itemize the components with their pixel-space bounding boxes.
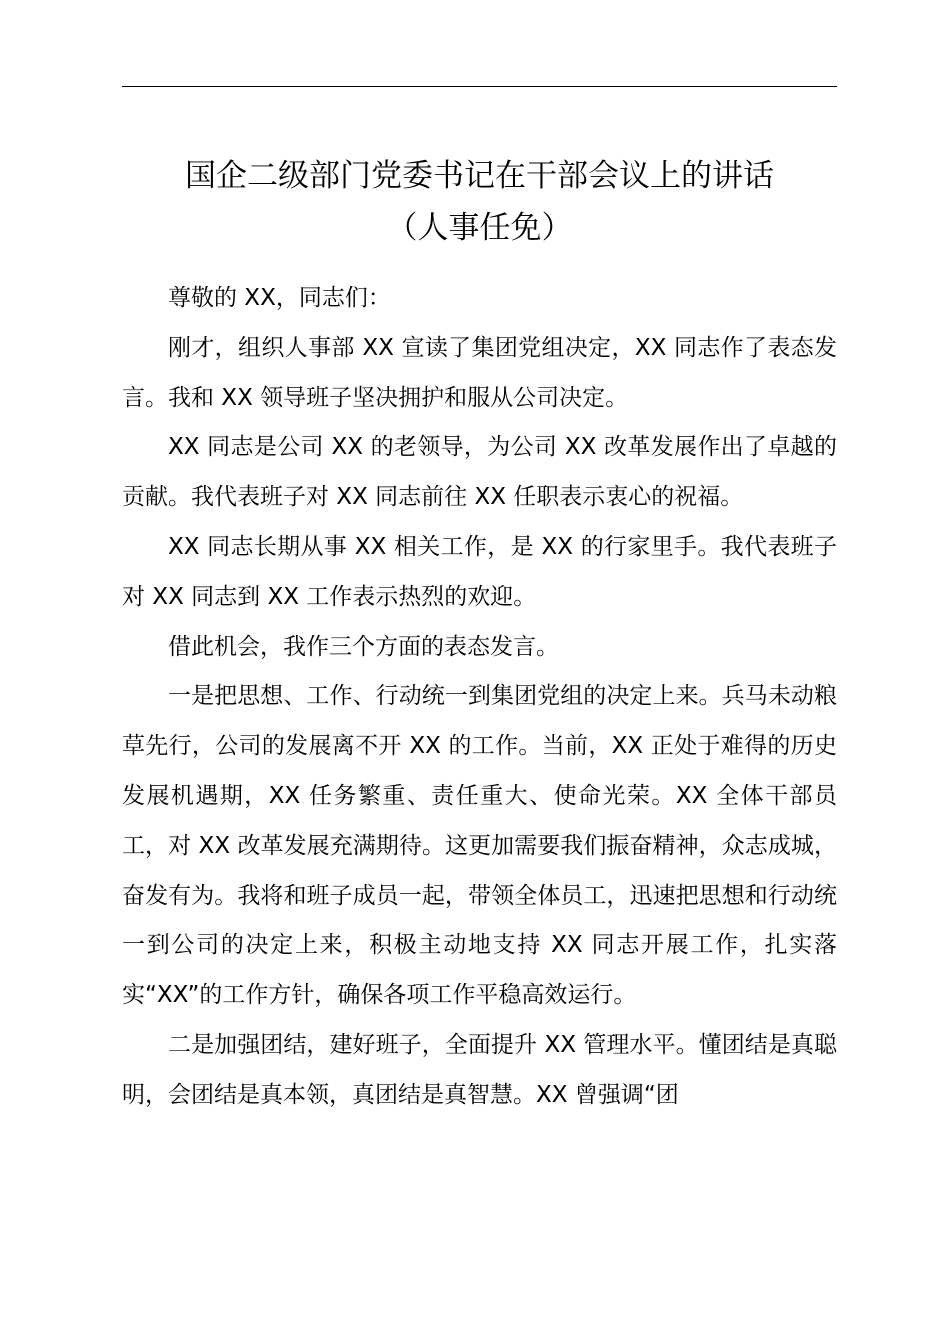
header-rule	[122, 86, 837, 87]
paragraph-6: 二是加强团结，建好班子，全面提升 XX 管理水平。懂团结是真聪明，会团结是真本领，真团结是真智慧。XX 曾强调“团	[122, 1031, 837, 1108]
paragraph-3: XX 同志长期从事 XX 相关工作，是 XX 的行家里手。我代表班子对 XX 同志到 XX 工作表示热烈的欢迎。	[122, 533, 837, 610]
paragraph-5: 一是把思想、工作、行动统一到集团党组的决定上来。兵马未动粮草先行，公司的发展离不开 XX 的工作。当前，XX 正处于难得的历史发展机遇期，XX 任务繁重、责任重大、使命光荣。XX 全体干部员工，对 XX 改革发展充满期待。这更加需要我们振奋精神，众志成城，奋发有为。我将和班子成员一起，带领全体员工，迅速把思想和行动统一到公司的决定上来，积极主动地支持 XX 同志开展工作，扎实落实“XX”的工作方针，确保各项工作平稳高效运行。	[122, 683, 837, 1009]
salutation: 尊敬的 XX，同志们：	[168, 285, 391, 311]
paragraph-1: 刚才，组织人事部 XX 宣读了集团党组决定，XX 同志作了表态发言。我和 XX 领导班子坚决拥护和服从公司决定。	[122, 334, 837, 411]
title-line-subtitle: （人事任免）	[386, 210, 573, 246]
title-line-main: 国企二级部门党委书记在干部会议上的讲话	[185, 158, 774, 194]
paragraph-2: XX 同志是公司 XX 的老领导，为公司 XX 改革发展作出了卓越的贡献。我代表班子对 XX 同志前往 XX 任职表示衷心的祝福。	[122, 434, 837, 511]
paragraph-4: 借此机会，我作三个方面的表态发言。	[168, 633, 559, 660]
document-title	[122, 150, 837, 254]
document-body	[122, 274, 837, 1121]
